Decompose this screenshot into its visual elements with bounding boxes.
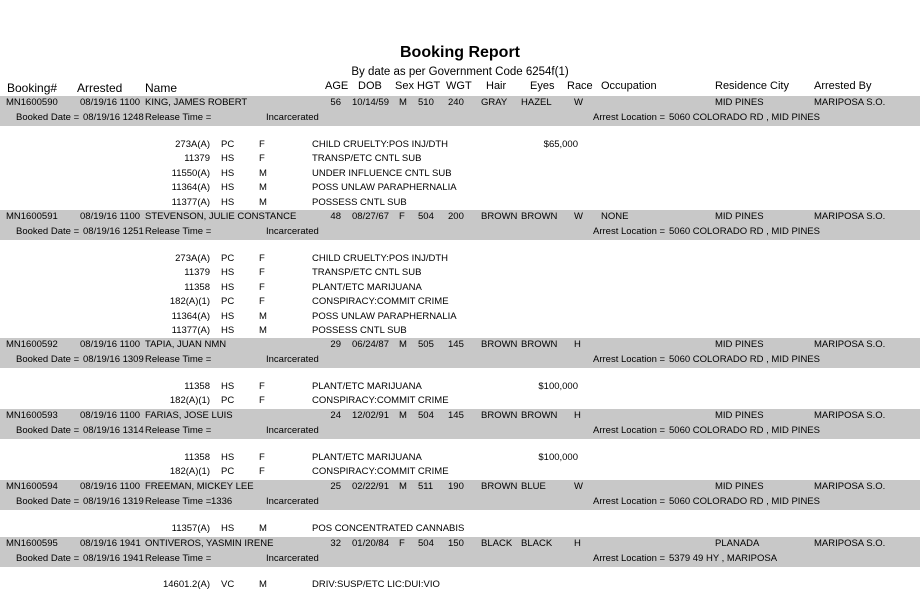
sex-value: M [399,97,407,108]
charge-description: CONSPIRACY:COMMIT CRIME [312,395,449,407]
charge-type: HS [221,381,235,392]
charge-code: 11357(A) [171,523,210,534]
arrested-datetime: 08/19/16 1100 [80,481,141,492]
release-time-label: Release Time = [145,496,212,507]
custody-status: Incarcerated [266,496,319,507]
header-sex: Sex [395,80,414,92]
charge-type: PC [221,466,235,478]
charge-level: M [259,325,267,336]
charge-code: 11364(A) [171,182,210,194]
charge-description: TRANSP/ETC CNTL SUB [312,267,422,279]
header-arrested-by: Arrested By [814,80,872,92]
charge-code: 11377(A) [171,325,210,336]
residence-city: MID PINES [715,410,764,421]
residence-city: MID PINES [715,211,764,222]
weight-value: 200 [448,211,464,222]
arrest-location-label: Arrest Location = [593,112,666,123]
bail-amount: $100,000 [538,381,578,392]
height-value: 510 [418,97,434,108]
charge-type: HS [221,167,235,179]
age-value: 25 [330,481,341,492]
age-value: 56 [330,97,341,108]
charge-level: M [259,182,267,194]
header-hgt: HGT [417,80,441,92]
charge-code: 182(A)(1) [169,395,210,407]
report-subtitle: By date as per Government Code 6254f(1) [351,66,569,78]
age-value: 29 [330,339,341,350]
height-value: 505 [418,339,434,350]
charge-description: TRANSP/ETC CNTL SUB [312,153,422,165]
charge-description: PLANT/ETC MARIJUANA [312,381,422,392]
height-value: 504 [418,211,434,222]
header-arrested: Arrested [77,81,123,95]
residence-city: MID PINES [715,339,764,350]
weight-value: 145 [448,339,464,350]
bail-amount: $65,000 [543,139,578,150]
sex-value: M [399,481,407,492]
header-dob: DOB [358,80,382,92]
booked-date-value: 08/19/16 1941 [83,553,144,564]
race-value: W [574,481,583,492]
charge-code: 11379 [184,153,210,165]
dob-value: 10/14/59 [352,97,389,108]
dob-value: 06/24/87 [352,339,389,350]
custody-status: Incarcerated [266,553,319,564]
report-title: Booking Report [400,44,520,61]
charge-description: POSSESS CNTL SUB [312,325,407,336]
arrest-location-value: 5060 COLORADO RD , MID PINES [669,425,820,436]
booking-number: MN1600595 [6,538,58,549]
race-value: H [574,339,581,350]
header-residence: Residence City [715,80,789,92]
arrest-location-value: 5060 COLORADO RD , MID PINES [669,354,820,365]
booked-date-value: 08/19/16 1319 [83,496,144,507]
header-race: Race [567,80,593,92]
charge-code: 11550(A) [171,167,210,179]
charge-type: PC [221,296,235,308]
eyes-value: BLACK [521,538,553,549]
race-value: W [574,211,583,222]
arrest-location-label: Arrest Location = [593,354,666,365]
custody-status: Incarcerated [266,425,319,436]
header-age: AGE [325,80,349,92]
charge-level: M [259,523,267,534]
charge-type: HS [221,281,235,293]
charge-type: HS [221,196,235,208]
sex-value: M [399,410,407,421]
height-value: 511 [418,481,434,492]
person-name: ONTIVEROS, YASMIN IRENE [145,538,274,549]
hair-value: BROWN [481,410,518,421]
bail-amount: $100,000 [538,452,578,463]
charge-level: F [259,253,265,264]
booking-number: MN1600594 [6,481,58,492]
charge-description: POSS UNLAW PARAPHERNALIA [312,182,457,194]
charge-type: HS [221,310,235,322]
arrest-location-value: 5060 COLORADO RD , MID PINES [669,112,820,123]
booked-date-label: Booked Date = [16,553,80,564]
hair-value: BROWN [481,481,518,492]
booked-date-value: 08/19/16 1314 [83,425,144,436]
charge-code: 182(A)(1) [169,466,210,478]
charge-type: PC [221,139,235,150]
dob-value: 02/22/91 [352,481,389,492]
height-value: 504 [418,538,434,549]
charge-description: PLANT/ETC MARIJUANA [312,452,422,463]
eyes-value: HAZEL [521,97,552,108]
charge-code: 11377(A) [171,196,210,208]
booking-number: MN1600592 [6,339,58,350]
charge-type: HS [221,267,235,279]
sex-value: F [399,538,405,549]
booking-number: MN1600591 [6,211,58,222]
residence-city: PLANADA [715,538,760,549]
arrest-location-value: 5379 49 HY , MARIPOSA [669,553,778,564]
sex-value: F [399,211,405,222]
arrested-datetime: 08/19/16 1100 [80,410,141,421]
charge-level: F [259,466,265,478]
arrested-datetime: 08/19/16 1100 [80,339,141,350]
charge-level: M [259,579,267,590]
charge-type: HS [221,325,235,336]
header-eyes: Eyes [530,80,555,92]
charge-code: 11364(A) [171,310,210,322]
charge-code: 273A(A) [175,253,210,264]
person-name: STEVENSON, JULIE CONSTANCE [145,211,297,222]
charge-description: CONSPIRACY:COMMIT CRIME [312,296,449,308]
age-value: 48 [330,211,341,222]
charge-code: 11358 [184,381,210,392]
release-time-label: Release Time = [145,425,212,436]
booked-date-label: Booked Date = [16,112,80,123]
race-value: H [574,538,581,549]
sex-value: M [399,339,407,350]
charge-description: POSS UNLAW PARAPHERNALIA [312,310,457,322]
charge-code: 11358 [184,452,210,463]
arrested-by-value: MARIPOSA S.O. [814,538,886,549]
charge-level: F [259,153,265,165]
age-value: 24 [330,410,341,421]
hair-value: BROWN [481,339,518,350]
person-name: FREEMAN, MICKEY LEE [145,481,254,492]
arrested-by-value: MARIPOSA S.O. [814,410,886,421]
arrested-by-value: MARIPOSA S.O. [814,339,886,350]
weight-value: 240 [448,97,464,108]
charge-level: M [259,196,267,208]
occupation-value: NONE [601,211,629,222]
arrested-datetime: 08/19/16 1100 [80,211,141,222]
release-time-label: Release Time = [145,226,212,237]
arrest-location-label: Arrest Location = [593,496,666,507]
arrest-location-value: 5060 COLORADO RD , MID PINES [669,226,820,237]
charge-description: PLANT/ETC MARIJUANA [312,281,422,293]
booking-number: MN1600593 [6,410,58,421]
hair-value: GRAY [481,97,508,108]
charge-level: F [259,139,265,150]
eyes-value: BLUE [521,481,546,492]
booked-date-value: 08/19/16 1251 [83,226,144,237]
arrested-by-value: MARIPOSA S.O. [814,97,886,108]
charge-level: F [259,381,265,392]
charge-type: VC [221,579,235,590]
release-time-value: 1336 [211,496,233,507]
booked-date-label: Booked Date = [16,496,80,507]
booked-date-label: Booked Date = [16,226,80,237]
dob-value: 08/27/67 [352,211,389,222]
race-value: W [574,97,583,108]
booked-date-label: Booked Date = [16,354,80,365]
charge-code: 182(A)(1) [169,296,210,308]
custody-status: Incarcerated [266,354,319,365]
race-value: H [574,410,581,421]
release-time-label: Release Time = [145,354,212,365]
residence-city: MID PINES [715,481,764,492]
charge-description: CHILD CRUELTY:POS INJ/DTH [312,253,449,264]
charge-type: HS [221,523,235,534]
person-name: FARIAS, JOSE LUIS [145,410,233,421]
charge-level: F [259,395,265,407]
charge-type: HS [221,182,235,194]
release-time-label: Release Time = [145,553,212,564]
booked-date-label: Booked Date = [16,425,80,436]
arrest-location-label: Arrest Location = [593,226,666,237]
eyes-value: BROWN [521,211,558,222]
arrested-datetime: 08/19/16 1100 [80,97,141,108]
charge-type: PC [221,253,235,264]
custody-status: Incarcerated [266,112,319,123]
weight-value: 190 [448,481,464,492]
charge-type: HS [221,153,235,165]
dob-value: 01/20/84 [352,538,389,549]
arrested-by-value: MARIPOSA S.O. [814,481,886,492]
arrest-location-label: Arrest Location = [593,553,666,564]
charge-level: M [259,310,267,322]
hair-value: BROWN [481,211,518,222]
charge-level: F [259,281,265,293]
charge-level: F [259,452,265,463]
eyes-value: BROWN [521,410,558,421]
booked-date-value: 08/19/16 1248 [83,112,144,123]
charge-description: CONSPIRACY:COMMIT CRIME [312,466,449,478]
hair-value: BLACK [481,538,513,549]
arrest-location-value: 5060 COLORADO RD , MID PINES [669,496,820,507]
arrested-by-value: MARIPOSA S.O. [814,211,886,222]
custody-status: Incarcerated [266,226,319,237]
charge-description: UNDER INFLUENCE CNTL SUB [312,167,452,179]
height-value: 504 [418,410,434,421]
weight-value: 145 [448,410,464,421]
arrested-datetime: 08/19/16 1941 [80,538,141,549]
person-name: KING, JAMES ROBERT [145,97,248,108]
charge-description: POSSESS CNTL SUB [312,196,407,208]
header-hair: Hair [486,80,507,92]
booking-number: MN1600590 [6,97,58,108]
dob-value: 12/02/91 [352,410,389,421]
charge-description: CHILD CRUELTY:POS INJ/DTH [312,139,449,150]
booked-date-value: 08/19/16 1309 [83,354,144,365]
charge-level: F [259,267,265,279]
header-wgt: WGT [446,80,472,92]
charge-type: HS [221,452,235,463]
charge-description: POS CONCENTRATED CANNABIS [312,523,465,534]
charge-type: PC [221,395,235,407]
charge-code: 273A(A) [175,139,210,150]
charge-code: 11379 [184,267,210,279]
person-name: TAPIA, JUAN NMN [145,339,227,350]
age-value: 32 [330,538,341,549]
residence-city: MID PINES [715,97,764,108]
charge-code: 11358 [184,281,210,293]
arrest-location-label: Arrest Location = [593,425,666,436]
header-name: Name [145,81,178,95]
charge-level: M [259,167,267,179]
charge-description: DRIV:SUSP/ETC LIC:DUI:VIO [312,579,440,590]
release-time-label: Release Time = [145,112,212,123]
weight-value: 150 [448,538,464,549]
header-booking: Booking# [7,81,58,95]
eyes-value: BROWN [521,339,558,350]
charge-level: F [259,296,265,308]
charge-code: 14601.2(A) [162,579,210,590]
header-occupation: Occupation [601,80,657,92]
